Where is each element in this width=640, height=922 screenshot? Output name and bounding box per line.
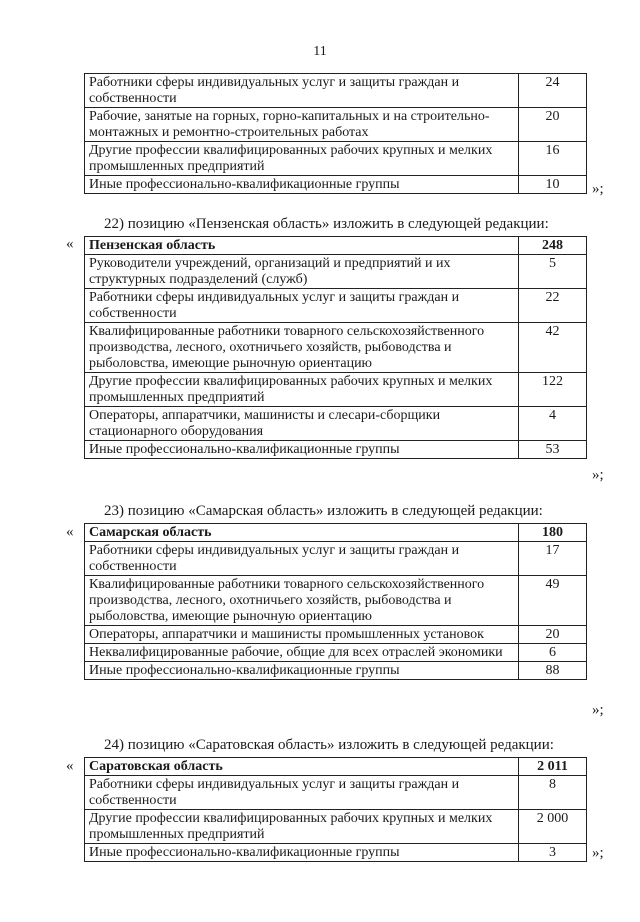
row-label: Работники сферы индивидуальных услуг и защиты граждан и собственности: [85, 542, 519, 576]
row-label: Иные профессионально-квалификационные группы: [85, 176, 519, 194]
section-intro: 23) позицию «Самарская область» изложить в следующей редакции:: [104, 503, 543, 519]
page-number: 11: [313, 44, 327, 59]
row-value: 20: [519, 626, 587, 644]
closing-quote: »;: [592, 702, 604, 718]
row-label: Неквалифицированные рабочие, общие для всех отраслей экономики: [85, 644, 519, 662]
row-value: 6: [519, 644, 587, 662]
table-row: [85, 255, 587, 289]
table-saratov: [84, 757, 587, 862]
region-name: Пензенская область: [85, 237, 519, 255]
row-value: 24: [519, 74, 587, 108]
region-name: Самарская область: [85, 524, 519, 542]
table-row: [85, 407, 587, 441]
table-samara: [84, 523, 587, 680]
table-row: [85, 576, 587, 626]
row-label: Операторы, аппаратчики, машинисты и слесари-сборщики стационарного оборудования: [85, 407, 519, 441]
table-header-row: [85, 524, 587, 542]
row-value: 17: [519, 542, 587, 576]
row-label: Квалифицированные работники товарного сельскохозяйственного производства, лесного, охотничьего хозяйств, рыбоводства и рыболовства, имеющие рыночную ориентацию: [85, 576, 519, 626]
row-value: 22: [519, 289, 587, 323]
region-name: Саратовская область: [85, 758, 519, 776]
row-value: 122: [519, 373, 587, 407]
row-value: 3: [519, 844, 587, 862]
row-value: 49: [519, 576, 587, 626]
table-row: [85, 776, 587, 810]
section-intro: 22) позицию «Пензенская область» изложить в следующей редакции:: [104, 216, 549, 232]
section-intro: 24) позицию «Саратовская область» изложить в следующей редакции:: [104, 737, 554, 753]
table-row: [85, 142, 587, 176]
table-row: [85, 844, 587, 862]
table-row: [85, 108, 587, 142]
table-row: [85, 74, 587, 108]
row-label: Другие профессии квалифицированных рабочих крупных и мелких промышленных предприятий: [85, 142, 519, 176]
row-label: Квалифицированные работники товарного сельскохозяйственного производства, лесного, охотничьего хозяйств, рыбоводства и рыболовства, имеющие рыночную ориентацию: [85, 323, 519, 373]
table-row: [85, 626, 587, 644]
table-row: [85, 373, 587, 407]
row-value: 20: [519, 108, 587, 142]
row-value: 53: [519, 441, 587, 459]
row-value: 88: [519, 662, 587, 680]
table-row: [85, 441, 587, 459]
table-row: [85, 662, 587, 680]
table-continuation: [84, 73, 587, 194]
row-value: 5: [519, 255, 587, 289]
row-label: Рабочие, занятые на горных, горно-капитальных и на строительно-монтажных и ремонтно-строительных работах: [85, 108, 519, 142]
table-row: [85, 810, 587, 844]
table-header-row: [85, 758, 587, 776]
row-label: Операторы, аппаратчики и машинисты промышленных установок: [85, 626, 519, 644]
table-row: [85, 289, 587, 323]
row-value: 4: [519, 407, 587, 441]
row-label: Руководители учреждений, организаций и предприятий и их структурных подразделений (служб): [85, 255, 519, 289]
region-total: 2 011: [519, 758, 587, 776]
table-row: [85, 644, 587, 662]
table-penza: [84, 236, 587, 459]
closing-quote: »;: [592, 845, 604, 861]
row-value: 42: [519, 323, 587, 373]
opening-quote: «: [66, 758, 74, 774]
opening-quote: «: [66, 524, 74, 540]
row-label: Другие профессии квалифицированных рабочих крупных и мелких промышленных предприятий: [85, 810, 519, 844]
row-label: Работники сферы индивидуальных услуг и защиты граждан и собственности: [85, 776, 519, 810]
row-value: 16: [519, 142, 587, 176]
region-total: 248: [519, 237, 587, 255]
table-row: [85, 323, 587, 373]
row-value: 2 000: [519, 810, 587, 844]
closing-quote: »;: [592, 181, 604, 197]
row-label: Иные профессионально-квалификационные группы: [85, 662, 519, 680]
table-header-row: [85, 237, 587, 255]
row-label: Иные профессионально-квалификационные группы: [85, 441, 519, 459]
region-total: 180: [519, 524, 587, 542]
row-value: 8: [519, 776, 587, 810]
closing-quote: »;: [592, 467, 604, 483]
row-label: Иные профессионально-квалификационные группы: [85, 844, 519, 862]
table-row: [85, 542, 587, 576]
opening-quote: «: [66, 236, 74, 252]
row-label: Другие профессии квалифицированных рабочих крупных и мелких промышленных предприятий: [85, 373, 519, 407]
row-value: 10: [519, 176, 587, 194]
table-row: [85, 176, 587, 194]
row-label: Работники сферы индивидуальных услуг и защиты граждан и собственности: [85, 289, 519, 323]
row-label: Работники сферы индивидуальных услуг и защиты граждан и собственности: [85, 74, 519, 108]
